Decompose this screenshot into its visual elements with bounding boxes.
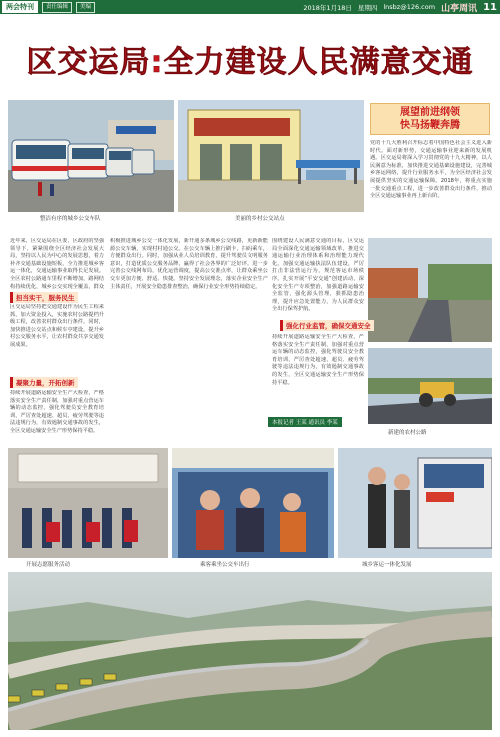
body-column-3: 围绕建设人民满意交通的目标，区交运局全面深化交通运输领域改革，推进交通运输行业治理体系和治理能力现代化。加强交通运输执法队伍建设，严厉打击非法营运行为，规范客运市场秩序。扎实开展“平安交通”创建活动，深化安全生产专项整治，加强道路运输安全监管，强化源头管理，狠抓隐患治理，提升应急处置能力，为人民群众安全出行保驾护航。 — [272, 238, 364, 313]
caption-bus-fleet: 整洁有序的城乡公交车队 — [40, 216, 101, 222]
caption-volunteers: 开展志愿服务活动 — [26, 562, 71, 568]
side-heading-line2: 快马扬鞭奔腾 — [400, 120, 460, 131]
photo-volunteers — [8, 448, 168, 558]
newspaper-brand: 山亭周讯 — [441, 3, 478, 14]
issue-date: 2018年1月18日 — [303, 3, 352, 12]
section-heading-3: 强化行业监管，确保交通安全 — [280, 320, 374, 331]
body-column-2: 积极推进城乡公交一体化发展，新开通多条城乡公交线路，更新新能源公交车辆，实现村村通公交。在公交车辆上推行刷卡、扫码乘车，方便群众出行。同时，加强从业人员培训教育，提升驾驶员文明服务意识，打造优质公交服务品牌，赢得了社会各界的广泛好评。进一步完善公交线网布局，优化运营调度，提高公交准点率，让群众乘坐公交车更加方便、舒适、快捷。坚持安全发展理念，落实企业安全生产主体责任，开展安全隐患排查整治，确保行业安全形势持续稳定。 — [110, 238, 268, 290]
photo-bus-passengers — [172, 448, 334, 558]
photo-bus-station — [178, 100, 364, 212]
issue-weekday: 星期四 — [357, 3, 378, 12]
caption-bus-passengers: 乘客乘坐公交车出行 — [200, 562, 250, 568]
page-number: 11 — [483, 1, 497, 13]
photo-village-road — [368, 238, 492, 342]
side-heading — [370, 103, 490, 135]
page-header — [0, 0, 500, 14]
designer-tag: 美编 — [76, 2, 95, 13]
header-meta — [303, 1, 500, 14]
side-body-text: 党的十九大胜利召开标志着中国特色社会主义进入新时代。面对新形势，交通运输事业迎来新的发展机遇。区交运局将深入学习贯彻党的十九大精神，以人民满意为标准，加快推进交通基础设施建设，完善城乡客运网络，提升行业服务水平，为全区经济社会发展提供坚实的交通运输保障。2018年，将重点实施一批交通重点工程，进一步改善群众出行条件，推动全区交通运输事业再上新台阶。 — [370, 140, 492, 200]
side-heading-line1: 展望前进纲领 — [400, 107, 460, 118]
body-column-1c: 持续开展道路运输安全生产大检查，严格落实安全生产责任制，加强对重点营运车辆的动态监控，强化驾驶员安全教育培训，严厉查处超速、超员、疲劳驾驶等违法违规行为，有效遏制交通事故的发生，全区交通运输安全生产形势保持平稳。 — [10, 390, 104, 434]
section-heading-1: 担当实干，服务民生 — [10, 292, 78, 303]
article-byline: 本报记者 王某 通讯员 李某 — [268, 417, 342, 427]
caption-bus-station: 美丽的乡村公交站点 — [235, 216, 285, 222]
caption-road-roller: 新建的农村公路 — [388, 430, 427, 436]
section-heading-2: 凝聚力量，开拓创新 — [10, 377, 78, 388]
section-tag: 两会特刊 — [2, 1, 38, 13]
photo-bus-rider — [338, 448, 492, 558]
photo-bus-fleet — [8, 100, 174, 212]
body-column-1: 近年来，区交运局在区委、区政府的坚强领导下，紧紧围绕全区经济社会发展大局，坚持以人民为中心的发展思想，着力补齐交通基础设施短板，全力推进城乡客运一体化，交通运输事业取得长足发展。全区农村公路通车里程不断增加，路网结构持续优化，城乡公交实现全覆盖，群众 — [10, 238, 104, 290]
photo-road-roller — [368, 348, 492, 424]
editor-tag: 责任编辑 — [42, 2, 72, 13]
body-column-1b: 区交运局坚持把交通建设作为民生工程来抓，加大资金投入，实施农村公路提档升级工程，改善农村群众出行条件。同时，加快推进公交站点和候车亭建设，提升乡村公交服务水平，让农村群众共享交通发展成果。 — [10, 304, 104, 348]
contact-email: lnsbz@126.com — [383, 3, 436, 11]
photo-mountain-road — [8, 572, 492, 730]
page-headline: 区交运局:全力建设人民满意交通 — [26, 45, 474, 80]
body-column-4: 持续开展道路运输安全生产大检查，严格落实安全生产责任制，加强对重点营运车辆的动态监控，强化驾驶员安全教育培训，严厉查处超速、超员、疲劳驾驶等违法违规行为，有效遏制交通事故的发生，全区交通运输安全生产形势保持平稳。 — [272, 334, 364, 386]
caption-bus-rider: 城乡客运一体化发展 — [362, 562, 412, 568]
